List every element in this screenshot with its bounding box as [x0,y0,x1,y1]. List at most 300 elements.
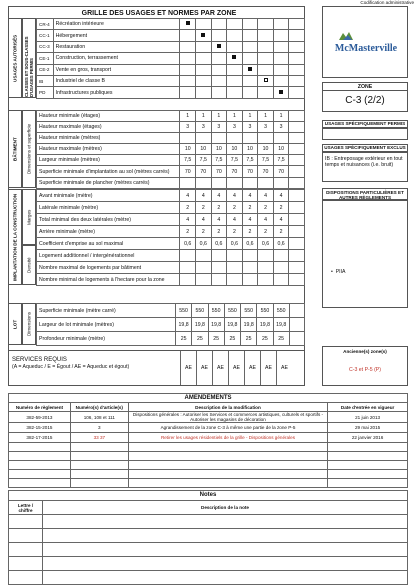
usage-cell [227,19,243,30]
usage-cell [258,64,274,75]
usage-cell [211,75,227,86]
usage-row [37,64,305,75]
usage-label: Restauration [53,41,180,52]
usage-cell [289,64,305,75]
norm-value-empty [289,190,305,202]
usage-cell [211,64,227,75]
ancienne-box [322,346,408,386]
norm-value [242,250,258,262]
norm-value [273,274,289,286]
usage-cell [227,64,243,75]
densite-label: Densité [22,245,36,285]
amend-empty-row [9,443,408,452]
norm-value: 4 [242,214,258,226]
usage-row [37,19,305,30]
norm-value: 2 [211,202,227,214]
services-value: AE [180,351,196,385]
usage-cell [211,53,227,64]
norm-value: 4 [196,214,212,226]
permis-box [322,128,408,140]
usage-row [37,87,305,98]
norm-row [37,133,305,144]
norm-value [196,133,212,144]
norm-value: 3 [180,122,196,133]
norm-label: Arrière minimale (mètre) [37,226,180,238]
zone-name: C-3 (2/2) [345,95,385,106]
amendements-section [8,393,408,488]
norm-value: 2 [258,202,274,214]
norm-value: 19,8 [241,318,257,332]
services-value: AE [228,351,244,385]
dispositions-box [322,200,408,308]
norm-value: 4 [242,190,258,202]
norm-value [180,274,196,286]
norm-label: Total minimal des deux latérales (mètre) [37,214,180,226]
norm-value: 7,5 [242,155,258,166]
norm-value [211,178,227,189]
norm-value [196,178,212,189]
norm-value: 1 [211,111,227,122]
norm-label: Nombre maximal de logements par bâtiment [37,262,180,274]
amend-header: Date d'entrée en vigueur [328,403,408,412]
norm-value: 25 [192,332,208,346]
norm-value: 550 [208,304,224,318]
usage-cell [242,53,258,64]
lot-table [36,303,305,346]
usage-cell [196,87,212,98]
grid-title: GRILLE DES USAGES ET NORMES PAR ZONE [81,10,237,17]
norm-value: 2 [227,226,243,238]
norm-value-empty [289,214,305,226]
norm-label: Avant minimale (mètre) [37,190,180,202]
implantation-table [36,189,305,286]
norm-value-empty [289,238,305,250]
usage-cell [211,87,227,98]
ancienne-label: Ancienne(s) zone(s) [343,349,387,354]
norm-value-empty [289,202,305,214]
norm-value: 2 [180,202,196,214]
usage-cell [227,75,243,86]
usage-cell [180,41,196,52]
usage-cell [227,41,243,52]
norm-value: 1 [242,111,258,122]
amend-reg: 382-59-2013 [9,412,71,423]
services-value: AE [212,351,228,385]
amend-date: 29 mai 2015 [328,423,408,433]
marges-label: Marges [22,189,36,245]
norm-value: 70 [242,166,258,178]
usage-cell [289,75,305,86]
norm-value: 1 [196,111,212,122]
norm-value: 550 [273,304,289,318]
norm-value: 7,5 [180,155,196,166]
usage-code: PD [37,87,54,98]
norm-value: 10 [196,144,212,155]
norm-value-empty [289,274,305,286]
filled-square-mark [232,55,236,59]
services-value: AE [276,351,292,385]
filled-square-mark [279,90,283,94]
norm-value-empty [289,155,305,166]
norm-value: 70 [273,166,289,178]
batiment-sub-label: Dimensions et superficie [22,110,36,188]
notes-title: Notes [9,491,408,501]
norm-value [227,178,243,189]
exclus-text: IB : Entreposage extérieur en tout temps et nuisances (i.e. bruit) [322,152,408,182]
usage-row [37,75,305,86]
usage-label: Construction, terrassement [53,53,180,64]
amend-desc: Dispositions générales : Autoriser les Services et commerces artistiques, culturels et sportifs - Autoriser les magasins de décoration [128,412,327,423]
norm-value: 4 [180,190,196,202]
norm-value [227,250,243,262]
services-value: AE [196,351,212,385]
usage-code: CR-4 [37,19,54,30]
norm-value: 70 [196,166,212,178]
norm-value: 0,6 [242,238,258,250]
filled-square-mark [186,21,190,25]
norm-value: 0,6 [258,238,274,250]
amend-empty-row [9,452,408,461]
usage-cell [258,41,274,52]
filled-square-mark [201,33,205,37]
usage-cell [289,41,305,52]
batiment-section-label: BÂTIMENT [8,110,22,188]
norm-row [37,202,305,214]
norm-value [211,262,227,274]
usage-label: Récréation intérieure [53,19,180,30]
usage-cell [196,30,212,41]
norm-label: Superficie minimale de plancher (mètres carrés) [37,178,180,189]
usage-code: CE-2 [37,64,54,75]
logo-text: McMasterville [334,43,398,54]
norm-value-empty [289,122,305,133]
norm-value: 2 [211,226,227,238]
norm-value [273,178,289,189]
norm-value: 0,6 [180,238,196,250]
norm-value: 2 [258,226,274,238]
norm-value-empty [289,144,305,155]
lot-sub-label: Dimensions [22,303,36,345]
logo-image [337,29,397,41]
batiment-table [36,110,305,189]
norm-value-empty [289,304,304,318]
norm-value: 7,5 [273,155,289,166]
norm-value: 19,8 [175,318,191,332]
usage-code: CC-1 [37,30,54,41]
norm-value: 3 [258,122,274,133]
usage-cell [273,19,289,30]
norm-value: 4 [196,190,212,202]
norm-value [180,250,196,262]
permis-label: USAGES SPÉCIFIQUEMENT PERMIS [322,120,408,128]
usage-cell [180,87,196,98]
norm-value [258,250,274,262]
norm-value [258,178,274,189]
norm-value: 19,8 [257,318,273,332]
amend-date: 21 juin 2013 [328,412,408,423]
filled-square-mark [248,67,252,71]
norm-value: 25 [241,332,257,346]
usage-row [37,30,305,41]
norm-value: 70 [180,166,196,178]
norm-value: 70 [211,166,227,178]
usage-code: CE-1 [37,53,54,64]
norm-value [227,274,243,286]
norm-value-empty [289,262,305,274]
norm-value: 25 [175,332,191,346]
norm-value [242,274,258,286]
norm-label: Hauteur maximale (étages) [37,122,180,133]
norm-value-empty [289,332,304,346]
norm-value [242,133,258,144]
norm-row [37,190,305,202]
amend-art: 33 37 [70,433,128,443]
usage-cell [273,87,289,98]
norm-value [258,262,274,274]
logo-box [322,6,408,78]
amend-header: Description de la modification [128,403,327,412]
norm-value: 3 [196,122,212,133]
notes-header-desc: Description de la note [43,501,408,515]
amend-date: 22 janvier 2016 [328,433,408,443]
amend-header-row [9,403,408,412]
norm-label: Hauteur maximale (mètres) [37,144,180,155]
ancienne-value: C-3 et P-5 (P) [349,367,381,373]
norm-value [273,133,289,144]
amend-header: Numéro de règlement [9,403,71,412]
usage-cell [258,87,274,98]
norm-value: 4 [258,214,274,226]
norm-row [37,144,305,155]
usages-table [36,18,305,99]
norm-value: 25 [257,332,273,346]
services-row [8,350,305,386]
norm-label: Superficie minimale (mètre carré) [37,304,176,318]
amend-empty-row [9,461,408,470]
norm-row [37,155,305,166]
usage-cell [242,30,258,41]
usage-cell [180,53,196,64]
usages-subsection-label: CLASSES ET SOUS-CLASSES D'USAGES PERMIS [22,18,36,98]
norm-row [37,274,305,286]
norm-value [227,133,243,144]
norm-value: 4 [211,190,227,202]
usage-label: Vente en gros, transport [53,64,180,75]
norm-row [37,262,305,274]
usage-cell [180,75,196,86]
norm-value: 550 [192,304,208,318]
zone-label: ZONE [323,84,407,91]
norm-value: 0,6 [227,238,243,250]
amendements-title: AMENDEMENTS [9,394,408,403]
norm-value: 4 [211,214,227,226]
usage-cell [227,53,243,64]
norm-value: 7,5 [196,155,212,166]
usage-cell [258,19,274,30]
norm-value [258,274,274,286]
norm-row [37,111,305,122]
norm-value: 3 [242,122,258,133]
usage-row [37,41,305,52]
norm-label: Largeur minimale (mètres) [37,155,180,166]
usage-cell [180,64,196,75]
services-label: SERVICES REQUIS [12,357,67,363]
services-value: AE [244,351,260,385]
norm-value: 4 [227,190,243,202]
norm-value [196,262,212,274]
usage-cell [196,75,212,86]
usage-cell [227,30,243,41]
usage-code: IB [37,75,54,86]
dispositions-label: DISPOSITIONS PARTICULIÈRES ET AUTRES RÈGLEMENTS [322,188,408,200]
usage-cell [273,64,289,75]
usage-label: Industriel de classe B [53,75,180,86]
usage-cell [289,53,305,64]
amend-empty-row [9,479,408,488]
norm-value: 7,5 [227,155,243,166]
norm-value: 3 [273,122,289,133]
norm-value-empty [289,178,305,189]
open-square-mark [264,78,268,82]
norm-value-empty [289,166,305,178]
amend-art: 3 [70,423,128,433]
norm-value-empty [289,111,305,122]
norm-value [196,250,212,262]
norm-row [37,122,305,133]
norm-value: 2 [242,202,258,214]
usage-cell [196,19,212,30]
norm-label: Largeur de lot minimale (mètres) [37,318,176,332]
norm-value [196,274,212,286]
usage-label: Hébergement [53,30,180,41]
norm-value: 19,8 [224,318,240,332]
usage-cell [273,53,289,64]
norm-value: 2 [242,226,258,238]
norm-row [37,318,305,332]
norm-value [242,178,258,189]
norm-value: 2 [273,202,289,214]
usage-cell [289,19,305,30]
usage-cell [211,41,227,52]
norm-value: 19,8 [192,318,208,332]
amend-row [9,423,408,433]
amend-desc: Agrandissement de la zone C-3 à même une partie de la zone P-5 [128,423,327,433]
zone-box [322,82,408,112]
usage-cell [289,87,305,98]
norm-value: 2 [180,226,196,238]
norm-value [211,133,227,144]
services-value: AE [260,351,276,385]
norm-value: 1 [273,111,289,122]
norm-label: Latérale minimale (mètre) [37,202,180,214]
amend-empty-row [9,470,408,479]
amend-art: 106, 108 et 111 [70,412,128,423]
norm-row [37,304,305,318]
dispositions-item-label: PIIA [335,269,346,275]
norm-value: 0,6 [273,238,289,250]
usage-code: CC-3 [37,41,54,52]
usage-cell [258,53,274,64]
usage-cell [180,30,196,41]
norm-value: 3 [227,122,243,133]
norm-row [37,332,305,346]
codification-label: Codification administrative [360,0,414,5]
usage-cell [258,75,274,86]
norm-value: 7,5 [258,155,274,166]
usage-row [37,53,305,64]
dispositions-item: • PIIA [331,269,346,275]
norm-value: 10 [211,144,227,155]
usage-cell [242,64,258,75]
norm-value: 25 [224,332,240,346]
norm-value: 2 [196,226,212,238]
norm-value [227,262,243,274]
exclus-label: USAGES SPÉCIFIQUEMENT EXCLUS [322,144,408,152]
norm-label: Hauteur minimale (mètres) [37,133,180,144]
norm-label: Logement additionnel / intergénérationnel [37,250,180,262]
amend-header: Numéro(s) d'article(s) [70,403,128,412]
notes-header-letter: Lettre / chiffre [9,501,43,515]
amend-reg: 382-15-2015 [9,423,71,433]
norm-value: 4 [258,190,274,202]
amend-desc: Retirer les usages résidentiels de la grille - Dispositions générales [128,433,327,443]
usage-cell [242,75,258,86]
norm-value: 4 [273,214,289,226]
usage-cell [258,30,274,41]
norm-row [37,178,305,189]
usage-cell [180,19,196,30]
norm-value-empty [289,250,305,262]
norm-value: 2 [196,202,212,214]
norm-value: 3 [211,122,227,133]
norm-value [258,133,274,144]
norm-row [37,250,305,262]
norm-value [273,250,289,262]
norm-row [37,166,305,178]
usage-cell [273,30,289,41]
usages-section-label: USAGES AUTORISÉS [8,18,22,98]
norm-value [211,250,227,262]
norm-value: 10 [273,144,289,155]
norm-value-empty [289,226,305,238]
notes-section [8,490,408,585]
norm-value-empty [289,133,305,144]
norm-value: 19,8 [273,318,289,332]
usage-cell [242,87,258,98]
norm-value: 2 [273,226,289,238]
usage-cell [196,41,212,52]
norm-value [180,178,196,189]
norm-value: 25 [273,332,289,346]
norm-value [180,262,196,274]
amend-row [9,412,408,423]
norm-value: 550 [224,304,240,318]
norm-value: 70 [258,166,274,178]
norm-label: Coefficient d'emprise au sol maximal [37,238,180,250]
norm-label: Profondeur minimale (mètre) [37,332,176,346]
norm-value: 10 [180,144,196,155]
amend-reg: 382-17-2015 [9,433,71,443]
implantation-section-label: IMPLANTATION DE LA CONSTRUCTION [8,189,22,285]
norm-label: Nombre minimal de logements à l'hectare pour la zone [37,274,180,286]
norm-value: 4 [273,190,289,202]
usage-cell [289,30,305,41]
norm-value: 25 [208,332,224,346]
norm-value-empty [289,318,304,332]
norm-value: 550 [257,304,273,318]
norm-value: 10 [242,144,258,155]
usage-cell [273,75,289,86]
